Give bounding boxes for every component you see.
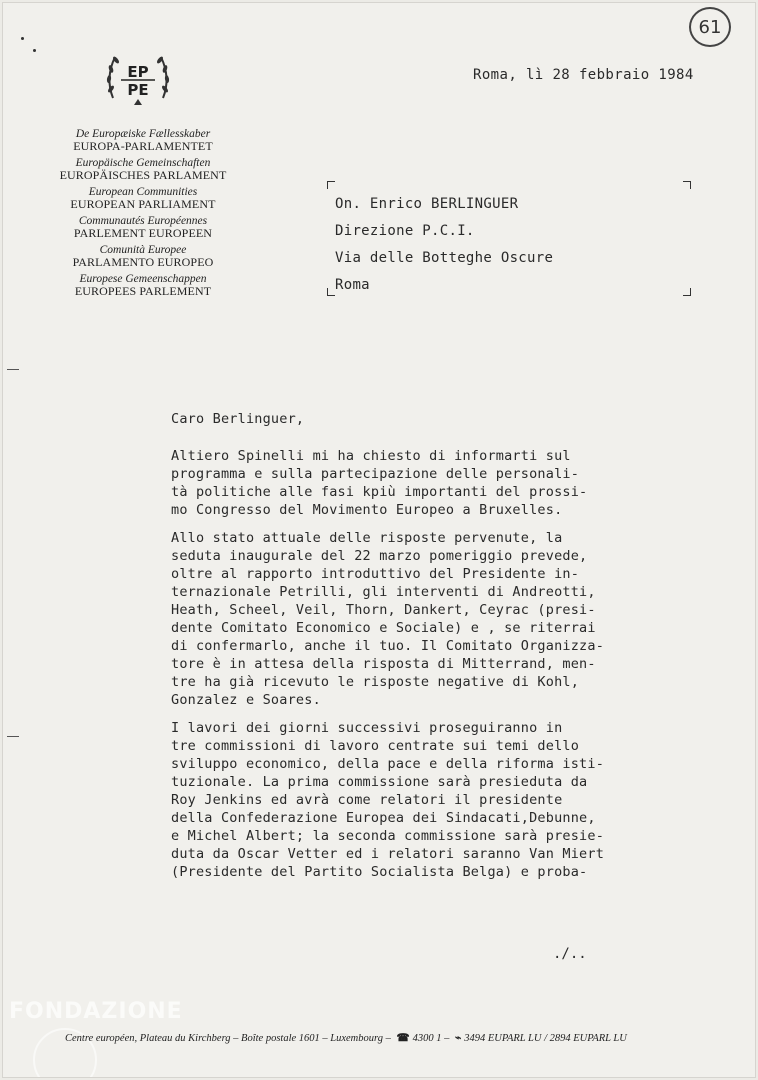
archive-number-annotation: 61 — [689, 7, 731, 47]
institution-da: De Europæiske Fællesskaber EUROPA-PARLAMENTET — [73, 128, 213, 153]
text-line: ternazionale Petrilli, gli interventi di Andreotti, — [171, 584, 596, 600]
recipient-name: On. Enrico BERLINGUER — [335, 196, 519, 212]
logo-text-bottom: PE — [127, 81, 149, 99]
text-line: tuzionale. La prima commissione sarà presieduta da — [171, 774, 588, 790]
paragraph-1 — [171, 447, 691, 519]
logo-text-top: EP — [127, 63, 149, 81]
text-line: di confermarlo, anche il tuo. Il Comitato Organizza- — [171, 638, 605, 654]
dateline: Roma, lì 28 febbraio 1984 — [473, 67, 694, 83]
fold-mark — [7, 369, 19, 370]
address-bracket — [327, 181, 335, 189]
salutation: Caro Berlinguer, — [171, 411, 305, 427]
text-line: tre commissioni di lavoro centrate sui temi dello — [171, 738, 580, 754]
address-bracket — [327, 288, 335, 296]
text-line: Gonzalez e Soares. — [171, 692, 321, 708]
text-line: Altiero Spinelli mi ha chiesto di informarti sul — [171, 448, 571, 464]
institution-fr: Communautés Européennes PARLEMENT EUROPEEN — [73, 215, 213, 240]
recipient-city: Roma — [335, 277, 370, 293]
address-bracket — [683, 288, 691, 296]
text-line: della Confederazione Europea dei Sindacati,Debunne, — [171, 810, 596, 826]
ink-mark — [21, 37, 24, 40]
recipient-street: Via delle Botteghe Oscure — [335, 250, 554, 266]
footer-telex: 3494 EUPARL LU / 2894 EUPARL LU — [464, 1033, 627, 1044]
text-line: programma e sulla partecipazione delle personali- — [171, 466, 580, 482]
letter-page — [2, 2, 756, 1078]
fold-mark — [7, 736, 19, 737]
institution-names — [43, 128, 243, 302]
letter-body — [171, 411, 691, 891]
footer-phone: 4300 1 – — [412, 1033, 450, 1044]
letterhead-footer — [65, 1032, 745, 1044]
paragraph-2 — [171, 529, 691, 709]
text-line: e Michel Albert; la seconda commissione sarà presie- — [171, 828, 605, 844]
text-line: Allo stato attuale delle risposte pervenute, la — [171, 530, 563, 546]
text-line: sviluppo economico, della pace e della riforma isti- — [171, 756, 605, 772]
recipient-org: Direzione P.C.I. — [335, 223, 475, 239]
text-line: seduta inaugurale del 22 marzo pomeriggio prevede, — [171, 548, 588, 564]
institution-de: Europäische Gemeinschaften EUROPÄISCHES PARLAMENT — [59, 157, 227, 182]
address-bracket — [683, 181, 691, 189]
text-line: dente Comitato Economico e Sociale) e , se riterrai — [171, 620, 596, 636]
ep-logo — [103, 43, 173, 113]
telex-icon: ⌁ — [454, 1033, 462, 1044]
ink-mark — [33, 49, 36, 52]
text-line: Heath, Scheel, Veil, Thorn, Dankert, Ceyrac (presi- — [171, 602, 596, 618]
text-line: mo Congresso del Movimento Europeo a Bruxelles. — [171, 502, 563, 518]
recipient-address — [335, 195, 553, 303]
text-line: tre ha già ricevuto le risposte negative di Kohl, — [171, 674, 580, 690]
text-line: (Presidente del Partito Socialista Belga) e proba- — [171, 864, 588, 880]
text-line: duta da Oscar Vetter ed i relatori saranno Van Miert — [171, 846, 605, 862]
continuation-mark: ./.. — [553, 946, 587, 962]
institution-en: European Communities EUROPEAN PARLIAMENT — [70, 186, 216, 211]
telephone-icon: ☎ — [396, 1033, 410, 1044]
institution-nl: Europese Gemeenschappen EUROPEES PARLEMENT — [74, 273, 212, 298]
text-line: tore è in attesa della risposta di Mitterrand, men- — [171, 656, 596, 672]
footer-address: Centre européen, Plateau du Kirchberg – Boîte postale 1601 – Luxembourg – — [65, 1033, 391, 1044]
text-line: Roy Jenkins ed avrà come relatori il presidente — [171, 792, 563, 808]
text-line: I lavori dei giorni successivi proseguiranno in — [171, 720, 563, 736]
institution-it: Comunità Europee PARLAMENTO EUROPEO — [72, 244, 214, 269]
archive-watermark: FONDAZIONE — [9, 999, 183, 1024]
paragraph-3 — [171, 719, 691, 881]
text-line: oltre al rapporto introduttivo del Presidente in- — [171, 566, 580, 582]
text-line: tà politiche alle fasi kpiù importanti del prossi- — [171, 484, 588, 500]
